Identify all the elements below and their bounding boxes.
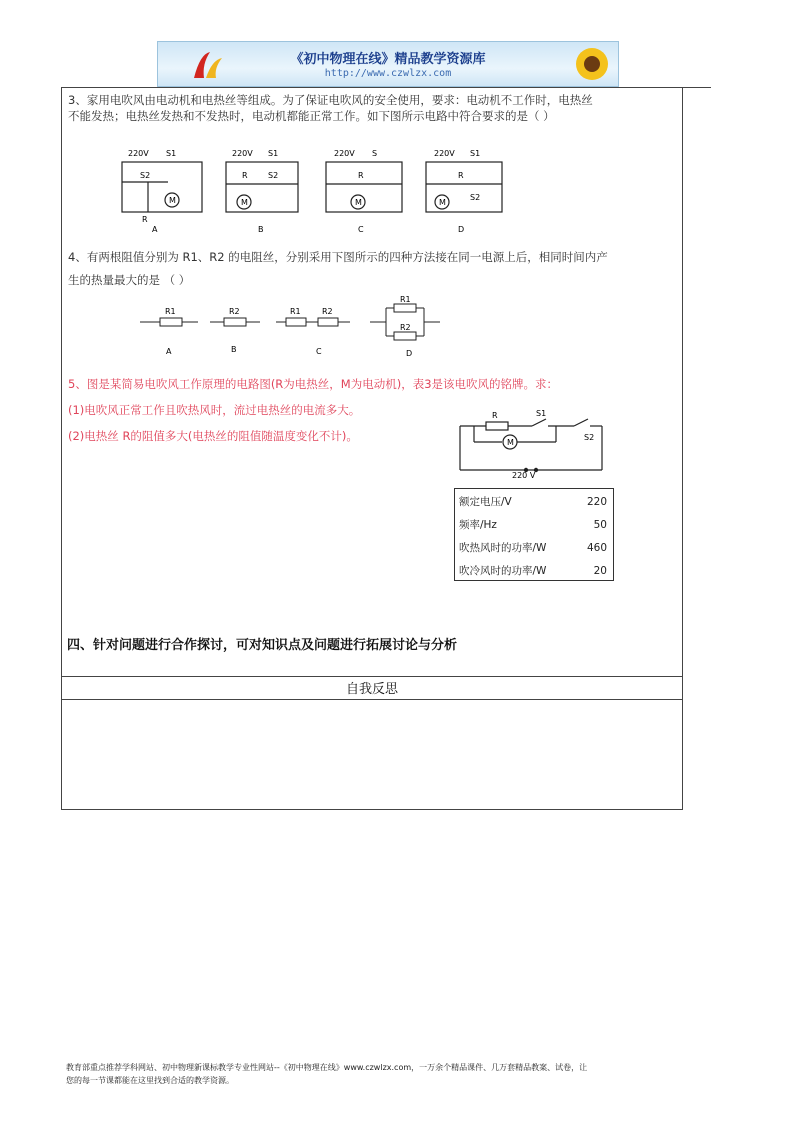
circuit-a-s1: S1 (166, 149, 177, 158)
q5-circuit-s1: S1 (536, 409, 547, 418)
circuit-d-s2: S2 (470, 193, 481, 202)
spec-table (454, 488, 614, 581)
circuit-a-voltage: 220V (128, 149, 149, 158)
question-5-part1: (1)电吹风正常工作且吹热风时，流过电热丝的电流多大。 (68, 403, 361, 417)
circuit-d-r: R (458, 171, 464, 180)
question-3-line2: 不能发热；电热丝发热和不发热时，电动机都能正常工作。如下图所示电路中符合要求的是（ ） (68, 109, 555, 123)
circuit-c-r: R (358, 171, 364, 180)
spec-name: 吹热风时的功率/W (459, 542, 547, 554)
question-4-line2: 生的热量最大的是 （ ） (68, 273, 191, 287)
header-banner (157, 41, 619, 87)
option-c-r1: R1 (290, 307, 301, 316)
q5-circuit-voltage: 220 V (512, 471, 536, 480)
option-b-r: R2 (229, 307, 240, 316)
banner-rule (619, 87, 711, 88)
circuit-d-voltage: 220V (434, 149, 455, 158)
spec-row (459, 536, 607, 559)
circuit-b-s2: S2 (268, 171, 279, 180)
table-divider (61, 676, 683, 677)
circuit-b-s1: S1 (268, 149, 279, 158)
circuit-b-label: B (258, 225, 264, 234)
circuit-a-s2: S2 (140, 171, 151, 180)
reflection-title: 自我反思 (345, 682, 398, 697)
question-5-part2: (2)电热丝 R的阻值多大(电热丝的阻值随温度变化不计)。 (68, 429, 358, 443)
spec-row (459, 559, 607, 582)
table-divider (61, 699, 683, 700)
option-a-label: A (166, 347, 172, 356)
option-b-label: B (231, 345, 237, 354)
spec-name: 频率/Hz (459, 519, 497, 531)
banner-title: 《初中物理在线》精品教学资源库 (290, 52, 486, 67)
option-a-r: R1 (165, 307, 176, 316)
option-d-label: D (406, 349, 413, 358)
spec-value: 50 (593, 518, 607, 531)
spec-name: 吹冷风时的功率/W (459, 565, 547, 577)
q5-circuit-m: M (507, 438, 514, 447)
circuit-c-s: S (372, 149, 378, 158)
footer-line1: 教育部重点推荐学科网站、初中物理新课标教学专业性网站--《初中物理在线》www.czwlzx.com，一万余个精品课件、几万套精品教案、试卷，让 (66, 1063, 588, 1072)
question-4-line1: 4、有两根阻值分别为 R1、R2 的电阻丝，分别采用下图所示的四种方法接在同一电源上后，相同时间内产 (68, 250, 608, 264)
q5-circuit-s2: S2 (584, 433, 595, 442)
option-c-r2: R2 (322, 307, 333, 316)
spec-value: 460 (586, 541, 607, 554)
question-3-circuits (108, 142, 528, 234)
option-d-r2: R2 (400, 323, 411, 332)
circuit-d-s1: S1 (470, 149, 481, 158)
circuit-d-label: D (458, 225, 465, 234)
spec-value: 20 (593, 564, 607, 577)
question-5-circuit (456, 406, 606, 480)
footer-line2: 您的每一节课都能在这里找到合适的教学资源。 (66, 1076, 234, 1085)
q5-circuit-r: R (492, 411, 498, 420)
section-4-heading: 四、针对问题进行合作探讨，可对知识点及问题进行拓展讨论与分析 (67, 638, 458, 653)
circuit-a-m: M (169, 196, 176, 205)
circuit-a-r: R (142, 215, 148, 224)
circuit-c-label: C (358, 225, 364, 234)
question-5-line1: 5、图是某简易电吹风工作原理的电路图(R为电热丝，M为电动机)，表3是该电吹风的铭牌。求： (68, 377, 559, 391)
circuit-d-m: M (439, 198, 446, 207)
circuit-b-voltage: 220V (232, 149, 253, 158)
spec-name: 额定电压/V (459, 496, 512, 508)
circuit-c-m: M (355, 198, 362, 207)
reflection-area[interactable] (64, 703, 678, 807)
spec-row (459, 490, 607, 513)
spec-row (459, 513, 607, 536)
circuit-b-r: R (242, 171, 248, 180)
circuit-b-m: M (241, 198, 248, 207)
question-4-options (138, 294, 448, 360)
spec-value: 220 (586, 495, 607, 508)
option-d-r1: R1 (400, 295, 411, 304)
circuit-c-voltage: 220V (334, 149, 355, 158)
question-3-line1: 3、家用电吹风由电动机和电热丝等组成。为了保证电吹风的安全使用，要求：电动机不工作时，电热丝 (68, 93, 593, 107)
sunflower-icon (566, 44, 616, 86)
option-c-label: C (316, 347, 322, 356)
circuit-a-label: A (152, 225, 158, 234)
banner-url[interactable]: http://www.czwlzx.com (324, 68, 452, 79)
